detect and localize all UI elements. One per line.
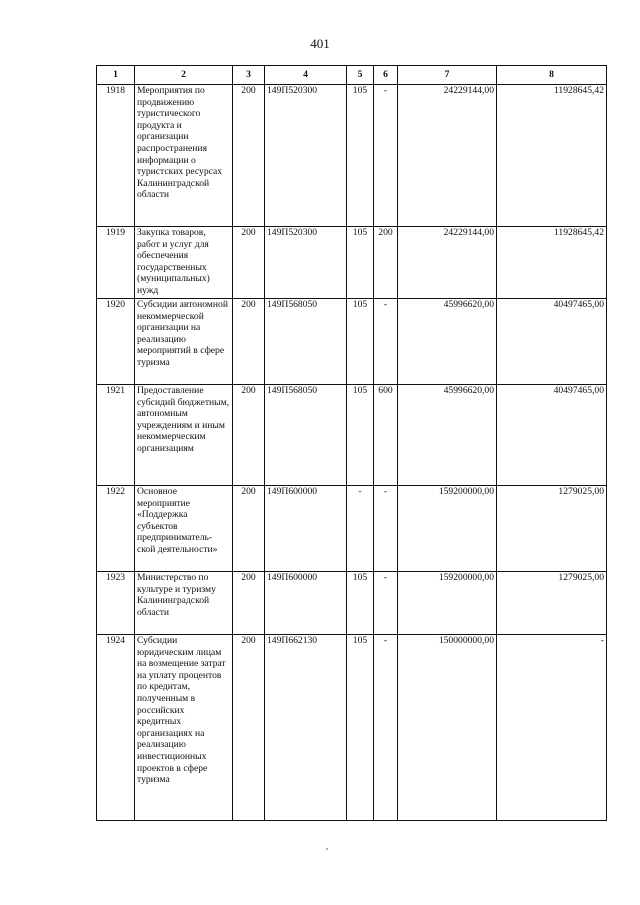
row-col5: 105 bbox=[347, 299, 374, 385]
row-col8: 11928645,42 bbox=[497, 227, 607, 299]
row-col7: 159200000,00 bbox=[398, 486, 497, 572]
table-row bbox=[97, 572, 607, 635]
row-code: 149П568050 bbox=[265, 385, 347, 486]
row-col5: 105 bbox=[347, 85, 374, 227]
row-number: 1924 bbox=[97, 635, 135, 821]
row-name: Субсидии автономной некоммерческой организации на реализацию мероприятий в сфере туризма bbox=[135, 299, 233, 385]
column-header-5: 5 bbox=[347, 66, 374, 85]
row-number: 1918 bbox=[97, 85, 135, 227]
row-code: 149П520300 bbox=[265, 227, 347, 299]
row-col7: 150000000,00 bbox=[398, 635, 497, 821]
row-col8: 40497465,00 bbox=[497, 299, 607, 385]
scan-speck bbox=[326, 848, 328, 850]
row-col5: 105 bbox=[347, 635, 374, 821]
row-code: 149П600000 bbox=[265, 486, 347, 572]
row-col8: 40497465,00 bbox=[497, 385, 607, 486]
row-number: 1922 bbox=[97, 486, 135, 572]
row-col6: 200 bbox=[374, 227, 398, 299]
row-col7: 45996620,00 bbox=[398, 385, 497, 486]
row-col5: 105 bbox=[347, 385, 374, 486]
row-col8: - bbox=[497, 635, 607, 821]
row-number: 1919 bbox=[97, 227, 135, 299]
row-col3: 200 bbox=[233, 486, 265, 572]
row-name: Основное мероприятие «Поддержка субъектов предприниматель-ской деятельности» bbox=[135, 486, 233, 572]
row-name: Министерство по культуре и туризму Калининградской области bbox=[135, 572, 233, 635]
row-name: Предоставление субсидий бюджетным, автономным учреждениям и иным некоммерческим организациям bbox=[135, 385, 233, 486]
row-name: Закупка товаров, работ и услуг для обеспечения государственных (муниципальных) нужд bbox=[135, 227, 233, 299]
table-row bbox=[97, 227, 607, 299]
row-col6: - bbox=[374, 486, 398, 572]
row-col7: 24229144,00 bbox=[398, 85, 497, 227]
row-code: 149П662130 bbox=[265, 635, 347, 821]
row-col6: - bbox=[374, 85, 398, 227]
row-number: 1920 bbox=[97, 299, 135, 385]
row-col3: 200 bbox=[233, 227, 265, 299]
column-header-2: 2 bbox=[135, 66, 233, 85]
row-col3: 200 bbox=[233, 572, 265, 635]
column-header-4: 4 bbox=[265, 66, 347, 85]
row-col8: 1279025,00 bbox=[497, 572, 607, 635]
row-col5: - bbox=[347, 486, 374, 572]
row-col6: - bbox=[374, 635, 398, 821]
column-header-6: 6 bbox=[374, 66, 398, 85]
row-number: 1921 bbox=[97, 385, 135, 486]
row-col5: 105 bbox=[347, 572, 374, 635]
row-code: 149П520300 bbox=[265, 85, 347, 227]
table-row bbox=[97, 299, 607, 385]
row-col7: 24229144,00 bbox=[398, 227, 497, 299]
column-header-7: 7 bbox=[398, 66, 497, 85]
table-row bbox=[97, 486, 607, 572]
row-col5: 105 bbox=[347, 227, 374, 299]
row-col3: 200 bbox=[233, 635, 265, 821]
table-row bbox=[97, 635, 607, 821]
row-col6: - bbox=[374, 299, 398, 385]
row-name: Мероприятия по продвижению туристического продукта и организации распространения информации о туристских ресурсах Калининградской области bbox=[135, 85, 233, 227]
page-number: 401 bbox=[310, 36, 330, 51]
row-col3: 200 bbox=[233, 299, 265, 385]
row-number: 1923 bbox=[97, 572, 135, 635]
row-code: 149П600000 bbox=[265, 572, 347, 635]
row-col3: 200 bbox=[233, 85, 265, 227]
row-col7: 45996620,00 bbox=[398, 299, 497, 385]
row-name: Субсидии юридическим лицам на возмещение затрат на уплату процентов по кредитам, полученным в российских кредитных организациях на реализацию инвестиционных проектов в сфере туризма bbox=[135, 635, 233, 821]
column-header-1: 1 bbox=[97, 66, 135, 85]
row-col6: - bbox=[374, 572, 398, 635]
column-header-8: 8 bbox=[497, 66, 607, 85]
table-row bbox=[97, 85, 607, 227]
header-row bbox=[97, 66, 607, 85]
budget-table bbox=[96, 65, 607, 821]
row-col8: 1279025,00 bbox=[497, 486, 607, 572]
row-col3: 200 bbox=[233, 385, 265, 486]
table-row bbox=[97, 385, 607, 486]
row-code: 149П568050 bbox=[265, 299, 347, 385]
row-col8: 11928645,42 bbox=[497, 85, 607, 227]
row-col6: 600 bbox=[374, 385, 398, 486]
column-header-3: 3 bbox=[233, 66, 265, 85]
row-col7: 159200000,00 bbox=[398, 572, 497, 635]
